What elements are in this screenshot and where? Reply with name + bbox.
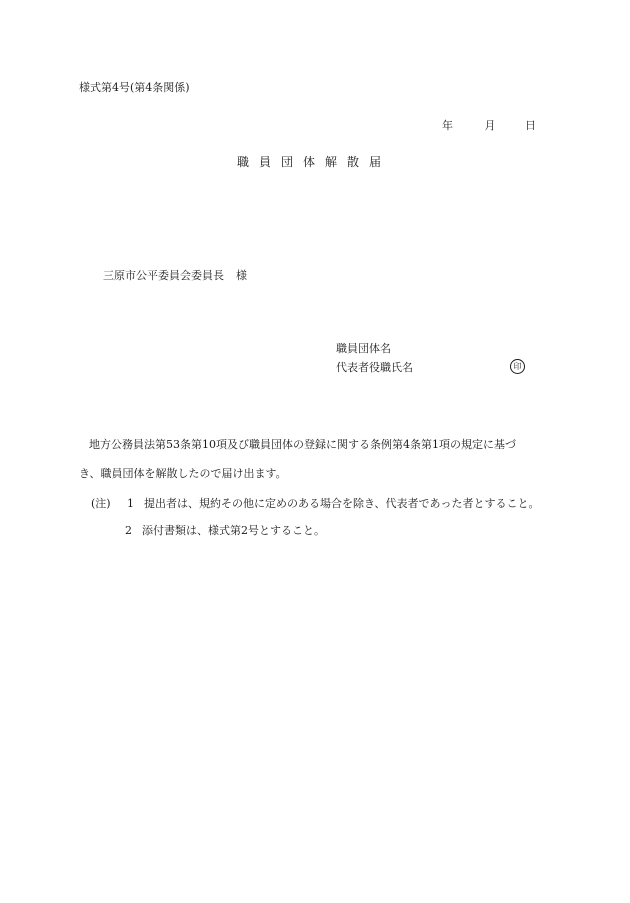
note-item-2 (125, 525, 325, 536)
addressee (103, 270, 247, 281)
date-row (442, 120, 536, 131)
body-text-line-1: 地方公務員法第53条第10項及び職員団体の登録に関する条例第4条第1項の規定に基づ (89, 438, 516, 451)
form-number: 様式第4号(第4条関係) (79, 81, 190, 94)
body-text-line-2: き、職員団体を解散したので届け出ます。 (79, 467, 287, 480)
date-year-label: 年 (442, 119, 453, 132)
note-text: 添付書類は、様式第2号とすること。 (142, 524, 325, 537)
seal-mark: 印 (510, 359, 525, 374)
date-day-label: 日 (525, 119, 536, 132)
document-title: 職員団体解散届 (237, 155, 392, 169)
note-number: 1 (127, 497, 134, 510)
note-text: 提出者は、規約その他に定めのある場合を除き、代表者であった者とすること。 (144, 497, 540, 510)
date-month-label: 月 (484, 119, 496, 132)
addressee-name: 三原市公平委員会委員長 (103, 269, 224, 282)
note-item-1 (91, 498, 539, 509)
representative-name-label: 代表者役職氏名 (336, 361, 413, 374)
addressee-honorific: 様 (236, 269, 247, 282)
note-number: 2 (125, 524, 132, 537)
note-label: (注) (91, 497, 111, 510)
org-name-label: 職員団体名 (336, 342, 391, 355)
